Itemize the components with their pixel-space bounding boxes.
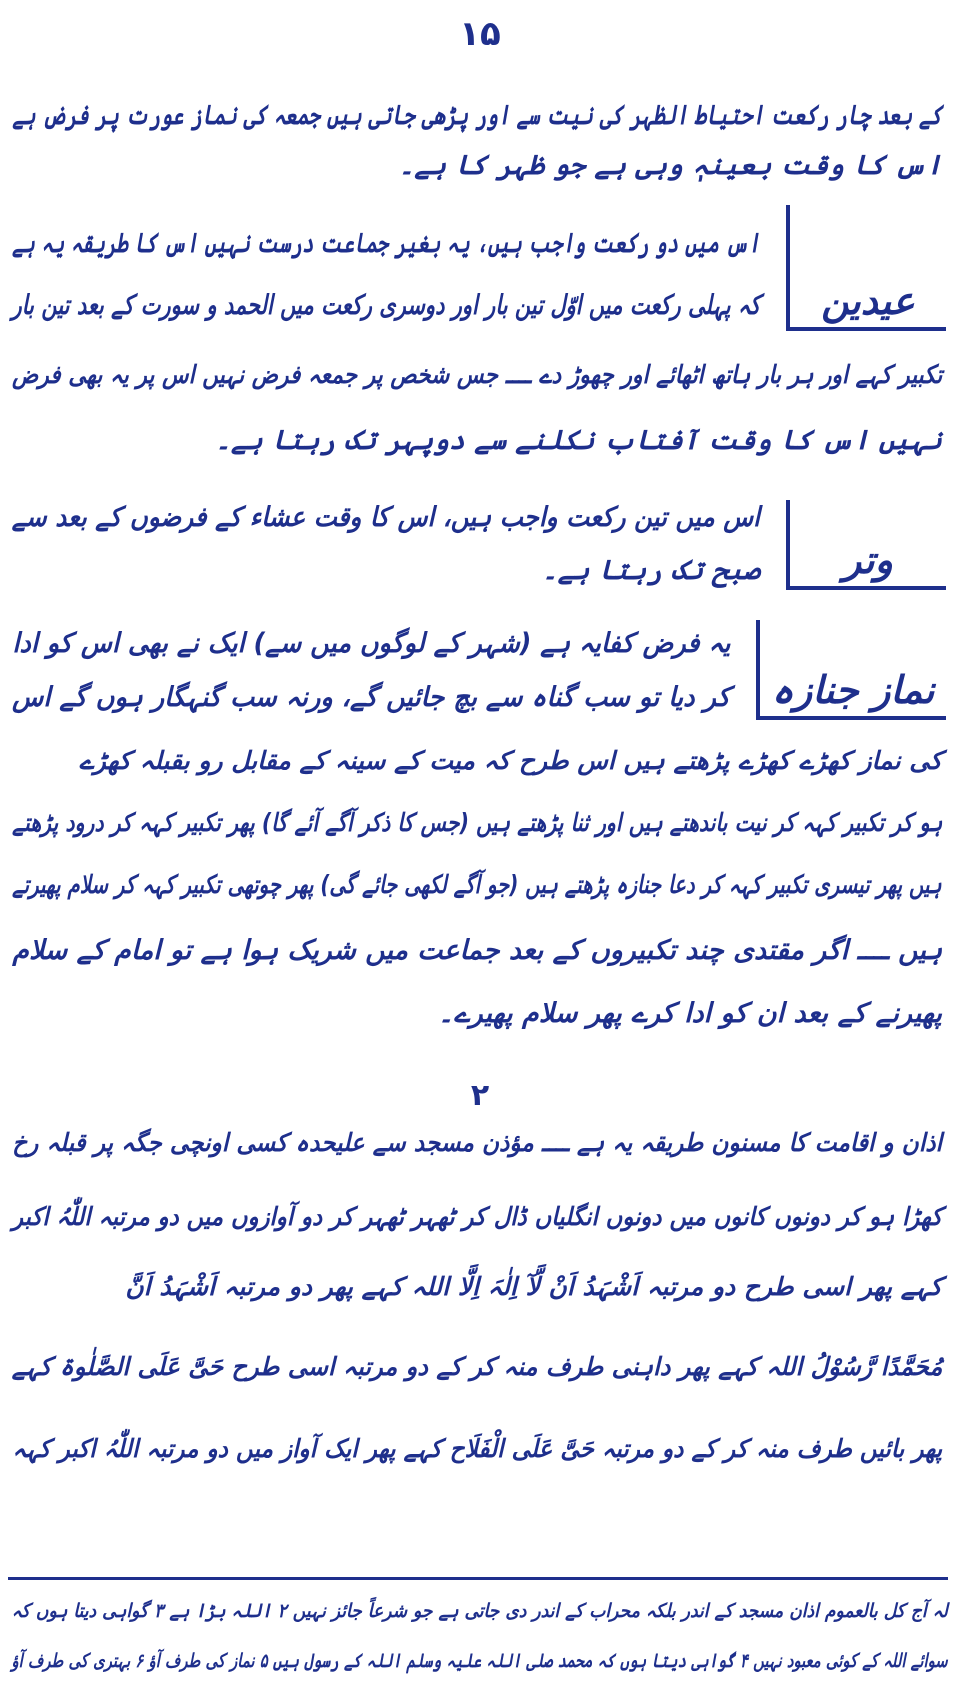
section-number: ۲ (470, 1078, 490, 1113)
janaza-line-3: کی نماز کھڑے کھڑے پڑھتے ہیں اس طرح کہ میت کے سینہ کے مقابل رو بقبلہ کھڑے (79, 746, 942, 775)
azan-line-3: کہے پھر اسی طرح دو مرتبہ اَشْہَدُ اَنْ لَّآ اِلٰہَ اِلَّا اللہ کہے پھر دو مرتبہ اَشْہَدُ اَنَّ (125, 1272, 942, 1301)
janaza-line-7: پھیرنے کے بعد ان کو ادا کرے پھر سلام پھیرے۔ (437, 998, 942, 1029)
section-heading-witr: وتر (786, 500, 946, 590)
janaza-line-1: یہ فرض کفایہ ہے (شہر کے لوگوں میں سے) ایک نے بھی اس کو ادا (11, 628, 730, 659)
footnote-divider (8, 1577, 948, 1580)
eidain-line-1: اس میں دو رکعت واجب ہیں، یہ بغیر جماعت درست نہیں اس کا طریقہ یہ ہے (12, 228, 760, 259)
page-number: ۱۵ (459, 14, 501, 54)
eidain-line-3: تکبیر کہے اور ہر بار ہاتھ اٹھائے اور چھوڑ دے ــــ جس شخص پر جمعہ فرض نہیں اس پر یہ بھی فرض (11, 360, 942, 389)
azan-line-2: کھڑا ہو کر دونوں کانوں میں دونوں انگلیاں ڈال کر ٹھہر ٹھہر کر دو آوازوں میں دو مرتبہ اللّٰہُ اکبر (11, 1202, 942, 1231)
footnote-line-2: سوائے اللہ کے کوئی معبود نہیں ۴ گواہی دیتا ہوں کہ محمد صلی اللہ علیہ وسلم اللہ کے رسول ہیں ۵ نماز کی طرف آؤ ۶ بہتری کی طرف آؤ (11, 1650, 948, 1672)
azan-line-4: مُحَمَّدًا رَّسُوْلُ اللہ کہے پھر داہنی طرف منہ کر کے دو مرتبہ اسی طرح حَیَّ عَلَی الصَّلٰوۃ کہے (11, 1352, 942, 1381)
intro-line-1: کے بعد چار رکعت احتیاط الظہر کی نیت سے اور پڑھی جاتی ہیں جمعہ کی نماز عورت پر فرض ہے (12, 100, 942, 131)
janaza-line-5: ہیں پھر تیسری تکبیر کہہ کر دعا جنازہ پڑھتے ہیں (جو آگے لکھی جائے گی) پھر چوتھی تکبیر کہہ کر سلام پھیرتے (12, 870, 942, 899)
intro-line-2: اس کا وقت بعینہٖ وہی ہے جو ظہر کا ہے۔ (398, 150, 942, 181)
azan-line-5: پھر بائیں طرف منہ کر کے دو مرتبہ حَیَّ عَلَی الْفَلَاح کہے پھر ایک آواز میں دو مرتبہ اللّٰہُ اکبر کہہ (12, 1434, 942, 1463)
eidain-line-2: کہ پہلی رکعت میں اوّل تین بار اور دوسری رکعت میں الحمد و سورت کے بعد تین بار (11, 290, 760, 321)
section-heading-eidain: عیدین (786, 205, 946, 331)
eidain-line-4: نہیں اس کا وقت آفتاب نکلنے سے دوپہر تک رہتا ہے۔ (215, 425, 942, 456)
section-heading-janaza: نماز جنازہ (756, 620, 946, 720)
witr-line-1: اس میں تین رکعت واجب ہیں، اس کا وقت عشاء کے فرضوں کے بعد سے (11, 502, 760, 533)
janaza-line-2: کر دیا تو سب گناہ سے بچ جائیں گے، ورنہ سب گنہگار ہوں گے اس (12, 682, 730, 713)
witr-line-2: صبح تک رہتا ہے۔ (541, 555, 760, 586)
janaza-line-4: ہو کر تکبیر کہہ کر نیت باندھتے ہیں اور ثنا پڑھتے ہیں (جس کا ذکر آگے آئے گا) پھر تکبیر کہہ کر درود پڑھتے (11, 808, 942, 837)
footnote-line-1: لہ آج کل بالعموم اذان مسجد کے اندر بلکہ محراب کے اندر دی جاتی ہے جو شرعاً جائز نہیں ۲ اللہ بڑا ہے ۳ گواہی دیتا ہوں کہ (11, 1600, 948, 1622)
janaza-line-6: ہیں ــــ اگر مقتدی چند تکبیروں کے بعد جماعت میں شریک ہوا ہے تو امام کے سلام (12, 935, 942, 966)
azan-line-1: اذان و اقامت کا مسنون طریقہ یہ ہے ــــ مؤذن مسجد سے علیحدہ کسی اونچی جگہ پر قبلہ رخ (12, 1128, 942, 1157)
